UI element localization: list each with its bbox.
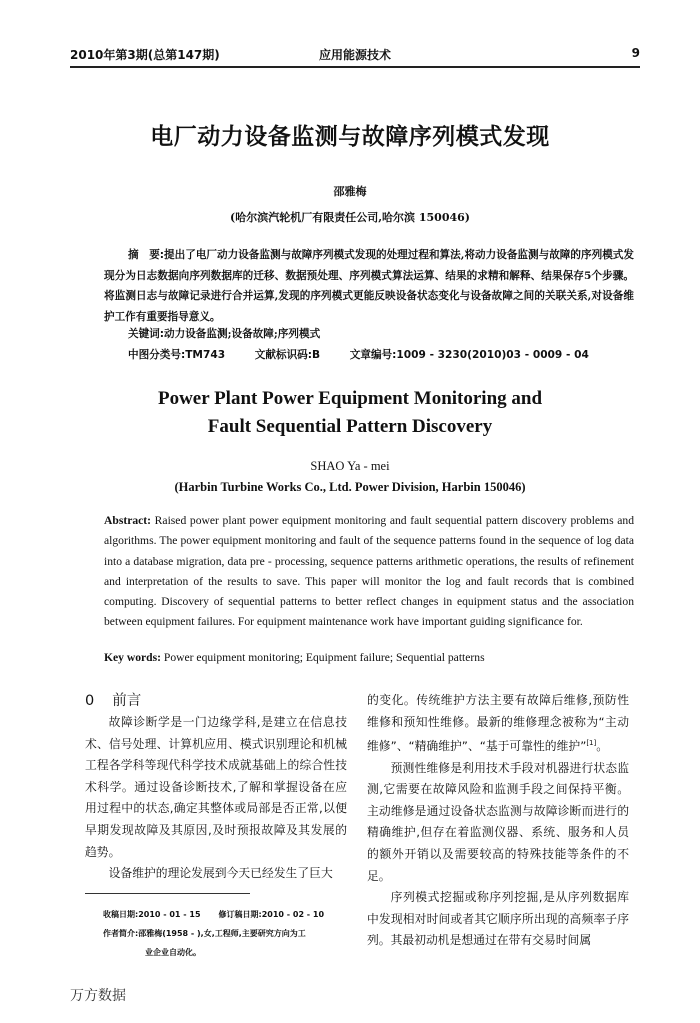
bio-text: 邵雅梅(1958 - ),女,工程师,主要研究方向为工 (138, 929, 306, 938)
header-rule (70, 66, 640, 68)
body-column-left (85, 690, 347, 885)
page-number: 9 (631, 46, 640, 60)
paragraph: 设备维护的理论发展到今天已经发生了巨大 (108, 866, 333, 881)
paper-title-cn: 电厂动力设备监测与故障序列模式发现 (150, 123, 550, 150)
issue-info: 2010年第3期(总第147期) (70, 48, 220, 62)
abstract-cn-label: 摘 要: (128, 249, 165, 261)
citation-ref: [1] (586, 739, 597, 748)
abstract-en (104, 511, 634, 633)
classification-line (128, 347, 615, 362)
paper-title-en-line1: Power Plant Power Equipment Monitoring and (157, 388, 543, 409)
keywords-cn-label: 关键词: (128, 328, 165, 340)
abstract-cn (104, 245, 634, 327)
section-heading (85, 690, 347, 712)
footnote-bio-cont: 业企业自动化。 (145, 948, 201, 957)
section-title: 前言 (112, 693, 142, 709)
paragraph: 故障诊断学是一门边缘学科,是建立在信息技术、信号处理、计算机应用、模式识别理论和机械工程各学科等现代科学技术成就基础上的综合性技术科学。通过设备诊断技术,了解和掌握设备在应用过程中的状态,确定其整体或局部是否正常,以便早期发现故障及其原因,及时预报故障及其发展的趋势。 (85, 715, 347, 859)
paper-title-en (0, 385, 700, 441)
keywords-cn-text: 动力设备监测;设备故障;序列模式 (164, 328, 321, 340)
affiliation-cn: (哈尔滨汽轮机厂有限责任公司,哈尔滨 150046) (230, 211, 470, 224)
keywords-cn (128, 326, 320, 341)
abstract-en-label: Abstract: (104, 514, 152, 527)
section-number: 0 (85, 693, 95, 709)
footnote-rule (85, 893, 250, 894)
running-header (70, 46, 640, 66)
paragraph: 预测性维修是利用技术手段对机器进行状态监测,它需要在故障风险和监测手段之间保持平衡。主动维修是通过设备状态监测与故障诊断而进行的精确维护,但存在着监测仪器、系统、服务和人员的额外开销以及需要较高的特殊技能等条件的不足。 (367, 760, 629, 883)
received-date: 2010 - 01 - 15 (138, 910, 201, 919)
paper-title-en-line2: Fault Sequential Pattern Discovery (207, 416, 493, 437)
watermark: 万方数据 (70, 988, 126, 1004)
paragraph-end: 。 (596, 739, 609, 754)
revised-date: 2010 - 02 - 10 (261, 910, 325, 919)
affiliation-en: (Harbin Turbine Works Co., Ltd. Power Division, Harbin 150046) (174, 480, 526, 494)
author-en: SHAO Ya - mei (310, 459, 390, 473)
body-column-right (367, 690, 629, 952)
keywords-en-label: Key words: (104, 651, 161, 664)
keywords-en (104, 651, 634, 664)
paragraph: 序列模式挖掘或称序列挖掘,是从序列数据库中发现相对时间或者其它顺序所出现的高频率子序列。其最初动机是想通过在带有交易时间属 (367, 890, 629, 948)
paragraph (367, 690, 629, 758)
received-label: 收稿日期: (103, 910, 139, 919)
journal-name: 应用能源技术 (318, 48, 391, 62)
paragraph-text: 的变化。传统维护方法主要有故障后维修,预防性维修和预知性维修。最新的维修理念被称为“主动维修”、“精确维护”、“基于可靠性的维护” (367, 693, 629, 754)
clc-number: 中图分类号:TM743 (128, 349, 226, 361)
footnote (103, 905, 353, 962)
abstract-en-text: Raised power plant power equipment monitoring and fault sequential pattern discovery problems and algorithms. The power equipment monitoring and fault of the sequence patterns found in the sequence of log data into a database migration, data pre - processing, sequence patterns arithmetic operations, the results of refinement and interpretation of the results to save. This paper will monitor the log and fault records that is combined computing. Discovery of sequential patterns to better reflect changes in equipment status and the association between equipment failures. For equipment maintenance work have important guiding significance for. (104, 514, 634, 629)
document-code: 文献标识码:B (254, 349, 321, 361)
revised-label: 修订稿日期: (218, 910, 262, 919)
article-number: 文章编号:1009 - 3230(2010)03 - 0009 - 04 (349, 349, 589, 361)
footnote-dates (103, 905, 353, 924)
keywords-en-text: Power equipment monitoring; Equipment failure; Sequential patterns (161, 651, 485, 664)
bio-label: 作者简介: (103, 929, 139, 938)
footnote-bio (103, 924, 353, 943)
abstract-cn-text: 提出了电厂动力设备监测与故障序列模式发现的处理过程和算法,将动力设备监测与故障的序列模式发现分为日志数据向序列数据库的迁移、数据预处理、序列模式算法运算、结果的求精和解释、结果保存5个步骤。将监测日志与故障记录进行合并运算,发现的序列模式更能反映设备状态变化与设备故障之间的关联关系,对设备维护工作有重要指导意义。 (104, 249, 634, 323)
author-cn: 邵雅梅 (333, 185, 367, 198)
